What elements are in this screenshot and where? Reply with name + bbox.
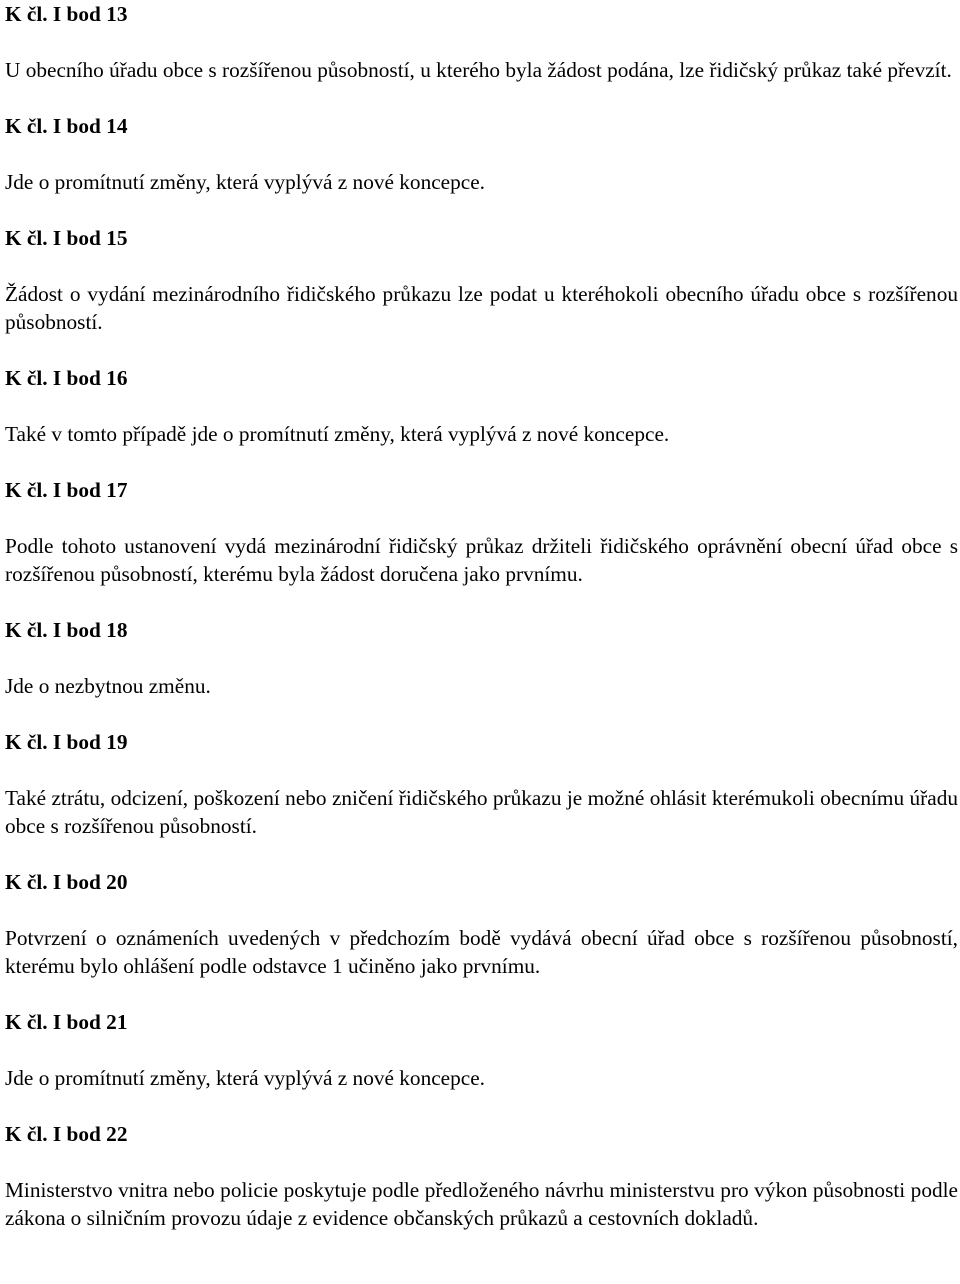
- section-heading: K čl. I bod 17: [5, 478, 128, 502]
- section-paragraph: Ministerstvo vnitra nebo policie poskytuje podle předloženého návrhu ministerstvu pro výkon působnosti podle zákona o silničním provozu údaje z evidence občanských průkazů a cestovních dokladů.: [5, 1178, 958, 1230]
- section-bod-15: [5, 224, 958, 336]
- section-bod-20: [5, 868, 958, 980]
- section-paragraph: Jde o promítnutí změny, která vyplývá z nové koncepce.: [5, 1066, 486, 1090]
- section-paragraph: Jde o promítnutí změny, která vyplývá z nové koncepce.: [5, 170, 486, 194]
- document-page: [5, 0, 958, 1232]
- section-bod-22: [5, 1120, 958, 1232]
- section-paragraph: Potvrzení o oznámeních uvedených v předchozím bodě vydává obecní úřad obce s rozšířenou působností, kterému bylo ohlášení podle odstavce 1 učiněno jako prvnímu.: [5, 926, 958, 978]
- section-bod-13: [5, 0, 958, 84]
- section-heading: K čl. I bod 20: [5, 870, 128, 894]
- section-heading: K čl. I bod 21: [5, 1010, 128, 1034]
- section-paragraph: U obecního úřadu obce s rozšířenou působností, u kterého byla žádost podána, lze řidičský průkaz také převzít.: [5, 58, 952, 82]
- section-heading: K čl. I bod 15: [5, 226, 128, 250]
- section-bod-14: [5, 112, 958, 196]
- section-heading: K čl. I bod 18: [5, 618, 128, 642]
- section-bod-18: [5, 616, 958, 700]
- section-heading: K čl. I bod 14: [5, 114, 128, 138]
- section-bod-16: [5, 364, 958, 448]
- section-heading: K čl. I bod 19: [5, 730, 128, 754]
- section-paragraph: Jde o nezbytnou změnu.: [5, 674, 211, 698]
- section-paragraph: Také v tomto případě jde o promítnutí změny, která vyplývá z nové koncepce.: [5, 422, 670, 446]
- section-paragraph: Podle tohoto ustanovení vydá mezinárodní řidičský průkaz držiteli řidičského oprávnění obecní úřad obce s rozšířenou působností, kterému byla žádost doručena jako prvnímu.: [5, 534, 958, 586]
- section-heading: K čl. I bod 22: [5, 1122, 128, 1146]
- section-paragraph: Žádost o vydání mezinárodního řidičského průkazu lze podat u kteréhokoli obecního úřadu obce s rozšířenou působností.: [5, 282, 958, 334]
- section-bod-19: [5, 728, 958, 840]
- section-paragraph: Také ztrátu, odcizení, poškození nebo zničení řidičského průkazu je možné ohlásit kterémukoli obecnímu úřadu obce s rozšířenou působností.: [5, 786, 958, 838]
- section-heading: K čl. I bod 13: [5, 2, 128, 26]
- section-bod-17: [5, 476, 958, 588]
- section-heading: K čl. I bod 16: [5, 366, 128, 390]
- section-bod-21: [5, 1008, 958, 1092]
